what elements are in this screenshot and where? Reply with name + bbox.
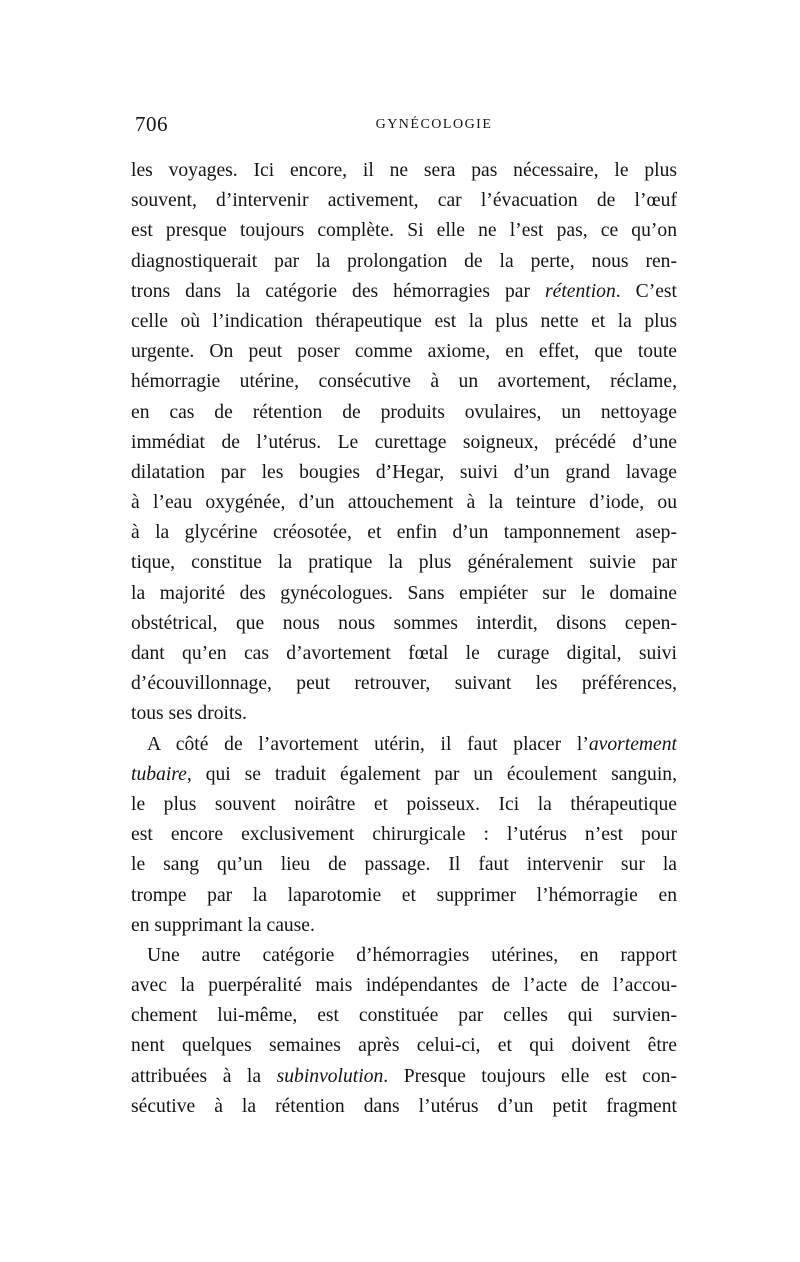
text-line (131, 488, 677, 518)
text-line-content: Une autre catégorie d’hémorragies utérines, en rapport (147, 944, 677, 966)
text-line-content: est presque toujours complète. Si elle ne l’est pas, ce qu’on (131, 220, 677, 242)
text-line-content: en cas de rétention de produits ovulaires, un nettoyage (131, 401, 677, 423)
text-segment: A côté de l’avortement utérin, il faut placer l’ (147, 733, 589, 755)
text-line-content: celle où l’indication thérapeutique est la plus nette et la plus (131, 310, 677, 332)
text-line-content: diagnostiquerait par la prolongation de la perte, nous ren- (131, 250, 677, 272)
text-line-content: urgente. On peut poser comme axiome, en effet, que toute (131, 341, 677, 363)
text-line (131, 247, 677, 277)
text-segment: . C’est (615, 280, 677, 302)
text-line (131, 820, 677, 850)
text-line (131, 790, 677, 820)
text-line-content: tous ses droits. (131, 703, 247, 725)
text-line-content: tique, constitue la pratique la plus généralement suivie par (131, 552, 677, 574)
text-line (131, 639, 677, 669)
text-line (131, 760, 677, 790)
text-line (131, 609, 677, 639)
italic-term: subinvolution (276, 1065, 384, 1087)
text-line (131, 881, 677, 911)
text-line (131, 186, 677, 216)
text-line (131, 337, 677, 367)
text-line (131, 307, 677, 337)
text-line-content: le plus souvent noirâtre et poisseux. Ici la thérapeutique (131, 793, 677, 815)
text-line (131, 518, 677, 548)
text-line (131, 971, 677, 1001)
text-line-content: chement lui-même, est constituée par celles qui survien- (131, 1005, 677, 1027)
body-text (131, 156, 677, 1122)
text-line-content: hémorragie utérine, consécutive à un avortement, réclame, (131, 371, 677, 393)
text-line (131, 367, 677, 397)
text-line (131, 156, 677, 186)
text-line-content: obstétrical, que nous nous sommes interdit, disons cepen- (131, 612, 677, 634)
text-segment: . Presque toujours elle est con- (383, 1065, 677, 1087)
text-line (131, 911, 677, 941)
text-line (131, 1001, 677, 1031)
text-line (131, 1062, 677, 1092)
text-line-content: à l’eau oxygénée, d’un attouchement à la teinture d’iode, ou (131, 492, 677, 514)
italic-term: avortement (588, 733, 677, 755)
text-line-content: les voyages. Ici encore, il ne sera pas nécessaire, le plus (131, 160, 677, 181)
text-line-content: en supprimant la cause. (131, 914, 315, 936)
text-line-content: sécutive à la rétention dans l’utérus d’un petit fragment (131, 1095, 677, 1117)
page-number: 706 (135, 112, 168, 136)
text-line (131, 398, 677, 428)
text-line-content: trompe par la laparotomie et supprimer l’hémorragie en (131, 884, 677, 906)
text-line (131, 941, 677, 971)
text-line (131, 669, 677, 699)
text-line-content: souvent, d’intervenir activement, car l’évacuation de l’œuf (131, 190, 677, 212)
text-line-content: d’écouvillonnage, peut retrouver, suivant les préférences, (131, 673, 677, 695)
text-line (131, 1031, 677, 1061)
text-line-content (131, 281, 677, 302)
text-line (131, 1092, 677, 1122)
text-line (131, 458, 677, 488)
text-line-content: la majorité des gynécologues. Sans empiéter sur le domaine (131, 582, 677, 604)
text-line-content: dant qu’en cas d’avortement fœtal le curage digital, suivi (131, 643, 677, 664)
text-segment: , qui se traduit également par un écoulement sanguin, (186, 763, 677, 785)
running-title: GYNÉCOLOGIE (375, 117, 493, 132)
text-line (131, 216, 677, 246)
text-line-content (131, 1066, 677, 1087)
text-line (131, 699, 677, 729)
text-line-content: nent quelques semaines après celui-ci, et qui doivent être (131, 1035, 677, 1057)
text-line-content (147, 734, 677, 755)
text-segment: trons dans la catégorie des hémorragies par (131, 280, 545, 302)
text-line (131, 428, 677, 458)
page-header (131, 112, 677, 142)
text-line (131, 548, 677, 578)
italic-term: tubaire (131, 763, 187, 785)
text-line (131, 579, 677, 609)
text-line-content: le sang qu’un lieu de passage. Il faut intervenir sur la (131, 854, 677, 876)
text-line-content (131, 764, 677, 785)
text-line-content: immédiat de l’utérus. Le curettage soigneux, précédé d’une (131, 431, 677, 453)
text-line-content: avec la puerpéralité mais indépendantes de l’acte de l’accou- (131, 975, 677, 997)
text-line-content: dilatation par les bougies d’Hegar, suivi d’un grand lavage (131, 461, 677, 483)
text-line (131, 730, 677, 760)
text-line (131, 850, 677, 880)
text-line (131, 277, 677, 307)
text-line-content: à la glycérine créosotée, et enfin d’un tamponnement asep- (131, 522, 677, 544)
italic-term: rétention (545, 280, 616, 302)
text-line-content: est encore exclusivement chirurgicale : l’utérus n’est pour (131, 824, 677, 846)
text-segment: attribuées à la (131, 1065, 277, 1087)
